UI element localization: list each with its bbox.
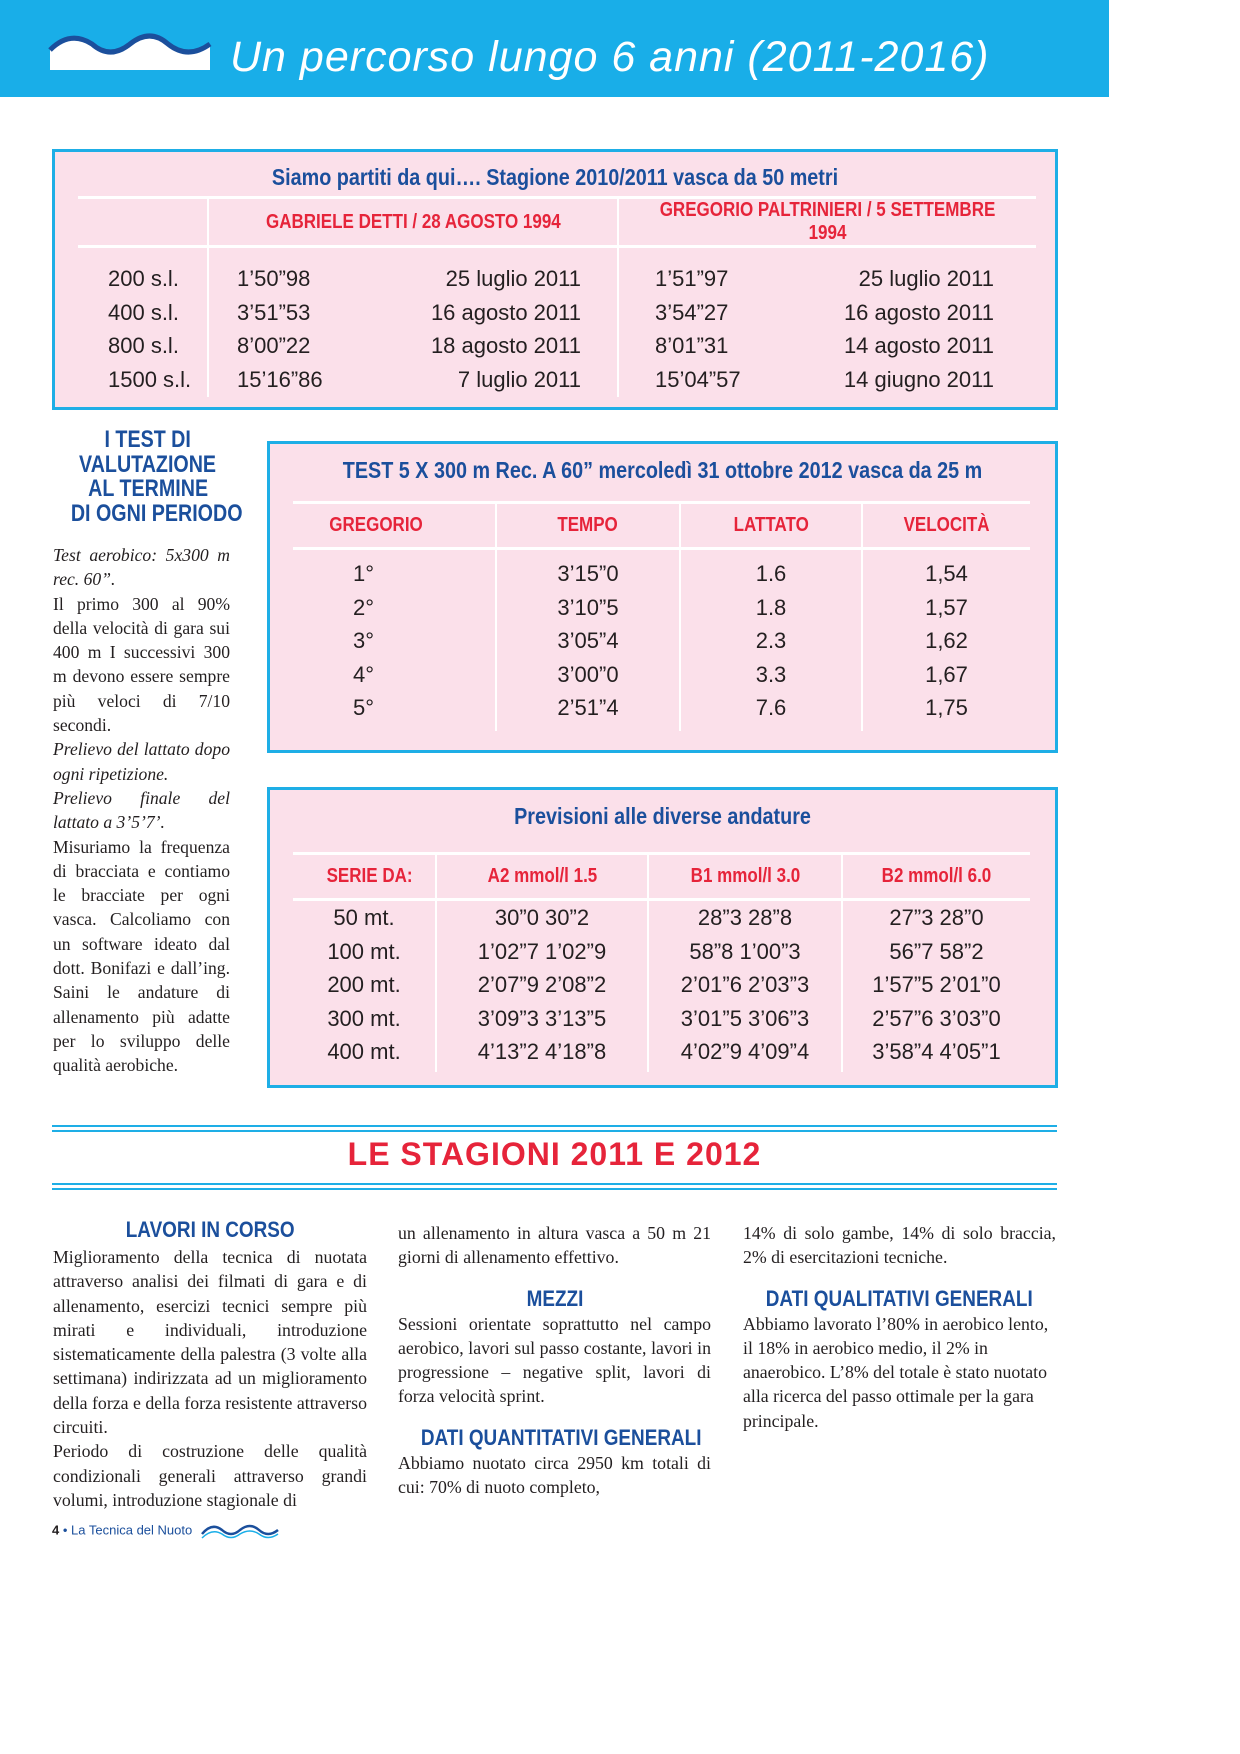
paltrinieri-time: 1’51”97 xyxy=(655,266,729,291)
qualitativi-heading-text: DATI QUALITATIVI GENERALI xyxy=(766,1285,1033,1311)
a2-pace: 1’02”7 1’02”9 xyxy=(477,938,607,964)
column-paragraph: 14% di solo gambe, 14% di solo braccia, 2% di esercitazioni tecniche. xyxy=(743,1223,1056,1268)
rep-number: 5° xyxy=(353,695,375,720)
section-rule-bottom xyxy=(52,1188,1057,1190)
side-heading xyxy=(52,428,244,526)
rep-time: 3’15”0 xyxy=(557,561,619,586)
rep-speed: 1,57 xyxy=(925,594,968,620)
rep-time: 3’10”5 xyxy=(557,594,619,620)
b1-pace: 28”3 28”8 xyxy=(697,905,793,930)
side-paragraph: Prelievo finale del lattato a 3’5’7’. xyxy=(53,787,230,833)
b2-pace: 56”7 58”2 xyxy=(889,938,984,964)
page-number: 4 xyxy=(52,1522,60,1538)
b2-pace: 1’57”5 2’01”0 xyxy=(872,972,1001,997)
page-title: Un percorso lungo 6 anni (2011-2016) xyxy=(230,33,990,81)
waves-logo-icon xyxy=(48,24,212,76)
magazine-name: La Tecnica del Nuoto xyxy=(71,1522,193,1538)
section-rule-top xyxy=(52,1130,1057,1132)
rep-time: 3’05”4 xyxy=(557,628,619,653)
series-distance: 200 mt. xyxy=(327,972,401,997)
detti-time: 8’00”22 xyxy=(237,333,311,358)
season-2010-2011-box xyxy=(52,149,1058,410)
column-paragraph: un allenamento in altura vasca a 50 m 21 giorni di allenamento effettivo. xyxy=(398,1223,711,1268)
footer-separator: • xyxy=(62,1522,68,1538)
rep-speed: 1,75 xyxy=(925,695,968,720)
page-header xyxy=(0,0,1109,97)
season-table xyxy=(78,196,1036,397)
a2-pace: 2’07”9 2’08”2 xyxy=(477,972,607,997)
b1-pace: 3’01”5 3’06”3 xyxy=(680,1005,810,1031)
column-1 xyxy=(53,1217,367,1512)
col-header: GREGORIO xyxy=(329,514,423,536)
athlete-paltrinieri-header: GREGORIO PALTRINIERI / 5 SETTEMBRE 1994 xyxy=(659,199,996,244)
series-distance: 300 mt. xyxy=(327,1005,401,1031)
col-header: LATTATO xyxy=(733,514,809,536)
paltrinieri-date: 14 agosto 2011 xyxy=(843,333,994,358)
quantitativi-paragraph: Abbiamo nuotato circa 2950 km totali di cui: 70% di nuoto completo, xyxy=(398,1452,711,1498)
detti-date: 16 agosto 2011 xyxy=(430,299,581,325)
rep-lactate: 2.3 xyxy=(755,628,787,653)
test-5x300-box xyxy=(267,441,1058,753)
side-paragraph: Prelievo del lattato dopo ogni ripetizione. xyxy=(53,739,230,784)
col-header: B2 mmol/l 6.0 xyxy=(881,865,992,887)
side-heading-line: DI OGNI PERIODO xyxy=(70,499,243,527)
detti-date: 7 luglio 2011 xyxy=(457,366,581,392)
mezzi-paragraph: Sessioni orientate soprattutto nel campo aerobico, lavori sul passo costante, lavori in progressione – negative split, lavori di forza velocità sprint. xyxy=(398,1313,711,1407)
detti-date: 18 agosto 2011 xyxy=(430,333,581,358)
rep-speed: 1,62 xyxy=(925,628,968,653)
side-heading-line: AL TERMINE xyxy=(88,475,208,502)
rep-lactate: 1.8 xyxy=(755,594,787,620)
rep-number: 4° xyxy=(353,661,375,687)
col-header: SERIE DA: xyxy=(326,865,413,887)
paltrinieri-time: 3’54”27 xyxy=(655,299,729,325)
series-distance: 400 mt. xyxy=(327,1039,401,1064)
rep-number: 3° xyxy=(353,628,375,653)
rep-speed: 1,54 xyxy=(925,561,968,586)
event-label: 800 s.l. xyxy=(108,333,179,358)
b1-pace: 58”8 1’00”3 xyxy=(689,938,801,964)
rep-number: 2° xyxy=(353,594,375,620)
b2-pace: 2’57”6 3’03”0 xyxy=(872,1005,1001,1031)
b2-pace: 3’58”4 4’05”1 xyxy=(872,1039,1001,1064)
side-paragraph: Misuriamo la frequenza di bracciata e contiamo le bracciate per ogni vasca. Calcoliamo con un software ideato dal dott. Bonifazi e dall’ing. Saini le andature di allenamento più adatte per lo sviluppo delle qualità aerobiche. xyxy=(53,836,230,1076)
rep-speed: 1,67 xyxy=(925,661,968,687)
test-table-title: TEST 5 X 300 m Rec. A 60” mercoledì 31 ottobre 2012 vasca da 25 m xyxy=(342,457,983,483)
forecast-table-title: Previsioni alle diverse andature xyxy=(514,803,811,829)
event-label: 200 s.l. xyxy=(108,266,179,291)
lavori-heading xyxy=(53,1217,367,1243)
series-distance: 100 mt. xyxy=(327,938,401,964)
rep-lactate: 1.6 xyxy=(755,561,787,586)
detti-time: 15’16”86 xyxy=(237,366,323,392)
mezzi-heading-text: MEZZI xyxy=(526,1285,583,1311)
column-3 xyxy=(743,1221,1056,1433)
col-header: B1 mmol/l 3.0 xyxy=(690,865,800,887)
paltrinieri-date: 16 agosto 2011 xyxy=(843,299,994,325)
quantitativi-heading xyxy=(398,1425,711,1451)
rep-lactate: 7.6 xyxy=(755,695,787,720)
b2-pace: 27”3 28”0 xyxy=(889,905,984,930)
pace-forecast-box xyxy=(267,787,1058,1088)
quantitativi-heading-text: DATI QUANTITATIVI GENERALI xyxy=(420,1424,702,1450)
a2-pace: 30”0 30”2 xyxy=(494,905,590,930)
forecast-table xyxy=(293,852,1030,1072)
b1-pace: 4’02”9 4’09”4 xyxy=(680,1039,810,1064)
col-header: A2 mmol/l 1.5 xyxy=(487,865,597,887)
qualitativi-paragraph: Abbiamo lavorato l’80% in aerobico lento, il 18% in aerobico medio, il 2% in anaerobico. L’8% del totale è stato nuotato alla ricerca del passo ottimale per la gara principale. xyxy=(743,1313,1049,1431)
athlete-detti-header: GABRIELE DETTI / 28 AGOSTO 1994 xyxy=(265,210,561,233)
waves-small-icon xyxy=(200,1520,280,1542)
event-label: 400 s.l. xyxy=(108,299,179,325)
paltrinieri-date: 14 giugno 2011 xyxy=(843,366,994,392)
lavori-heading-text: LAVORI IN CORSO xyxy=(125,1217,295,1242)
b1-pace: 2’01”6 2’03”3 xyxy=(680,972,810,997)
event-label: 1500 s.l. xyxy=(108,366,192,392)
test-table xyxy=(293,501,1030,731)
detti-date: 25 luglio 2011 xyxy=(445,266,581,291)
detti-time: 3’51”53 xyxy=(237,299,311,325)
rep-time: 2’51”4 xyxy=(557,695,619,720)
qualitativi-heading xyxy=(743,1286,1056,1312)
side-paragraph: Test aerobico: 5x300 m rec. 60”. xyxy=(53,545,230,590)
side-heading-line: VALUTAZIONE xyxy=(79,450,217,478)
series-distance: 50 mt. xyxy=(333,905,395,930)
section-title: LE STAGIONI 2011 E 2012 xyxy=(347,1136,762,1172)
section-rule-top xyxy=(52,1125,1057,1127)
detti-time: 1’50”98 xyxy=(237,266,311,291)
paltrinieri-time: 15’04”57 xyxy=(655,366,741,392)
paltrinieri-date: 25 luglio 2011 xyxy=(858,266,994,291)
column-2 xyxy=(398,1221,711,1499)
mezzi-heading xyxy=(398,1286,711,1312)
a2-pace: 4’13”2 4’18”8 xyxy=(477,1039,607,1064)
page-footer xyxy=(52,1520,280,1542)
lavori-paragraph: Periodo di costruzione delle qualità condizionali generali attraverso grandi volumi, introduzione stagionale di xyxy=(53,1441,367,1510)
rep-lactate: 3.3 xyxy=(755,661,787,687)
rep-time: 3’00”0 xyxy=(557,661,619,687)
lavori-paragraph: Miglioramento della tecnica di nuotata attraverso analisi dei filmati di gara e di allenamento, esercizi tecnici sempre più mirati e individuali, introduzione sistematicamente della palestra (3 volte alla settimana) indirizzata ad un miglioramento della forza e della forza resistente attraverso circuiti. xyxy=(53,1247,367,1438)
col-header: TEMPO xyxy=(557,514,619,536)
paltrinieri-time: 8’01”31 xyxy=(655,333,729,358)
rep-number: 1° xyxy=(353,561,375,586)
side-paragraph: Il primo 300 al 90% della velocità di gara sui 400 m I successivi 300 m devono essere sempre più veloci di 7/10 secondi. xyxy=(53,593,230,736)
section-rule-bottom xyxy=(52,1183,1057,1185)
side-text xyxy=(53,543,230,1078)
col-header: VELOCITÀ xyxy=(903,514,990,536)
a2-pace: 3’09”3 3’13”5 xyxy=(477,1005,607,1031)
season-table-title: Siamo partiti da qui…. Stagione 2010/2011 vasca da 50 metri xyxy=(271,164,839,190)
side-heading-line: I TEST DI xyxy=(104,426,192,453)
